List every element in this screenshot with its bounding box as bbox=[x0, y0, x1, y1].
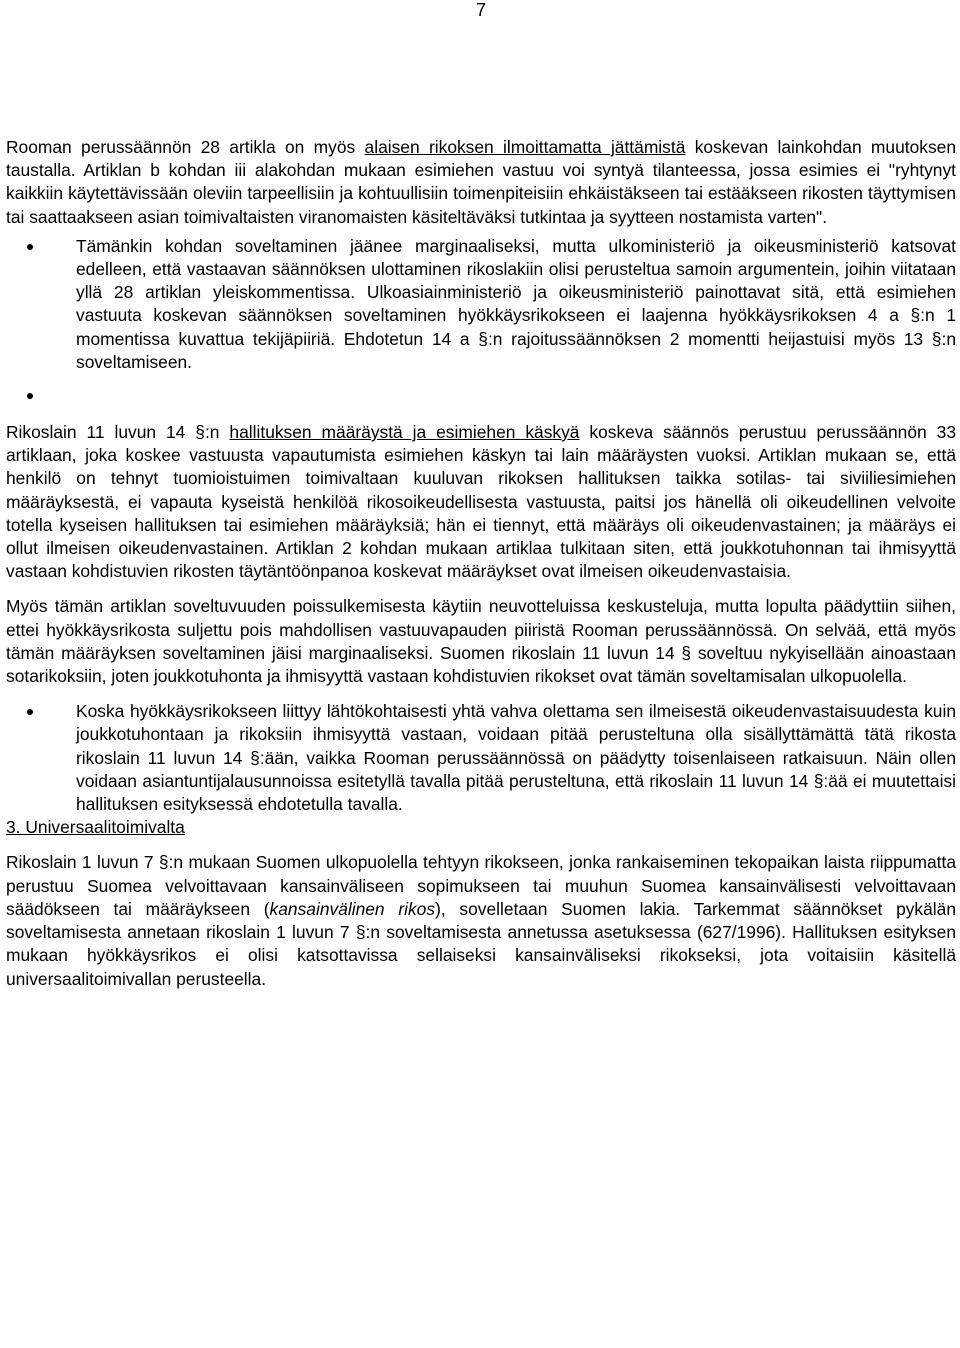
section-heading bbox=[6, 816, 956, 839]
bullet-list bbox=[6, 235, 956, 407]
list-item bbox=[6, 235, 956, 374]
list-item bbox=[6, 700, 956, 816]
bullet-icon bbox=[27, 244, 33, 250]
paragraph-universal-jurisdiction bbox=[6, 851, 956, 990]
paragraph-text: ), sovelletaan Suomen lakia. Tarkemmat säännökset pykälän soveltamisesta annetaan rikoslain 1 luvun 7 §:n soveltamisesta annetussa asetuksessa (627/1996). Hallituksen esityksen mukaan hyökkäysrikos ei olisi katsottavissa sellaiseksi kansainväliseksi rikokseksi, jota voitaisiin käsitellä universaalitoimivallan perusteella. bbox=[6, 898, 957, 989]
bullet-icon bbox=[27, 393, 33, 399]
bullet-list bbox=[6, 700, 956, 816]
paragraph-text: koskevan lainkohdan muutoksen taustalla. Artiklan b kohdan iii alakohdan mukaan esimiehen vastuu voi syntyä tilanteessa, jossa esimies ei "ryhtynyt kaikkiin käytettävissään oleviin tarpeellisiin ja kohtuullisiin toimenpiteisiin ehkäistäkseen tai estääkseen rikosten täyttymisen tai saattaakseen asian toimivaltaisten viranomaisten käsiteltäväksi tutkintaa ja syytteen nostamista varten". bbox=[6, 137, 957, 227]
paragraph-negotiations: Myös tämän artiklan soveltuvuuden poissulkemisesta käytiin neuvotteluissa keskusteluja, mutta lopulta päädyttiin siihen, ettei hyökkäysrikosta suljettu pois mahdollisen vastuuvapauden piiristä Rooman perussäännössä. On selvää, että myös tämän määräyksen soveltaminen jäisi marginaaliseksi. Suomen rikoslain 11 luvun 14 § soveltuu nykyisellään ainoastaan sotarikoksiin, joten joukkotuhonta ja ihmisyyttä vastaan kohdistuvien rikokset ovat tämän soveltamisalan ulkopuolella. bbox=[6, 596, 956, 687]
list-item-text: Koska hyökkäysrikokseen liittyy lähtökohtaisesti yhtä vahva olettama sen ilmeisestä oikeudenvastaisuudesta kuin joukkotuhontaan ja rikoksiin ihmisyyttä vastaan, voidaan pitää perusteltuna olla sisällyttämättä tätä rikosta rikoslain 11 luvun 14 §:ään, vaikka Rooman perussäännössä on päädytty toisenlaiseen ratkaisuun. Näin ollen voidaan asiantuntijalausunnoissa esitetyllä tavalla pitää perusteltuna, että rikoslain 11 luvun 14 §:ää ei muutettaisi hallituksen esityksessä ehdotetulla tavalla. bbox=[76, 701, 956, 815]
paragraph-text: koskeva säännös perustuu perussäännön 33 artiklaan, joka koskee vastuusta vapautumista esimiehen käskyn tai lain määräysten vuoksi. Artiklan mukaan se, että henkilö on tehnyt tuomioistuimen toimivaltaan kuuluvan rikoksen hallituksen taikka sotilas- tai siviiliesimiehen määräyksestä, ei vapauta kyseistä henkilöä rikosoikeudellisesta vastuusta, paitsi jos hänellä oli oikeudellinen velvoite totella kyseisen hallituksen tai esimiehen määräyksiä; hän ei tiennyt, että määräys oli oikeudenvastainen; ja määräys ei ollut ilmeisen oikeudenvastainen. Artiklan 2 kohdan mukaan artiklaa tulkitaan siten, että joukkotuhonnan tai ihmisyyttä vastaan kohdistuvien rikosten täytäntöönpanoa koskevat määräykset ovat ilmeisen oikeudenvastaisia. bbox=[6, 422, 956, 582]
italic-term: kansainvälinen rikos bbox=[269, 898, 436, 919]
page-number: 7 bbox=[475, 0, 486, 20]
underlined-term: alaisen rikoksen ilmoittamatta jättämistä bbox=[364, 137, 686, 157]
document-body bbox=[6, 136, 956, 991]
section-heading-text: 3. Universaalitoimivalta bbox=[6, 817, 185, 838]
paragraph-text: Rooman perussäännön 28 artikla on myös bbox=[6, 137, 365, 157]
paragraph-text: Rikoslain 11 luvun 14 §:n bbox=[6, 422, 230, 443]
paragraph-text: Rikoslain 1 luvun 7 §:n mukaan Suomen ulkopuolella tehtyyn rikokseen, jonka rankaiseminen tekopaikan laista riippumatta perustuu Suomea velvoittavaan kansainväliseen sopimukseen tai muuhun Suomea kansainvälisesti velvoittavaan säädökseen tai määräykseen ( bbox=[6, 852, 956, 919]
paragraph-superior-orders bbox=[6, 421, 956, 583]
underlined-term: hallituksen määräystä ja esimiehen käskyä bbox=[229, 422, 580, 443]
list-item-text: Tämänkin kohdan soveltaminen jäänee marginaaliseksi, mutta ulkoministeriö ja oikeusministeriö katsovat edelleen, että vastaavan säännöksen ulottaminen rikoslakiin olisi perusteltua samoin argumentein, joihin viitataan yllä 28 artiklan yleiskommentissa. Ulkoasiainministeriö ja oikeusministeriö painottavat sitä, että esimiehen vastuuta koskevan säännöksen soveltaminen hyökkäysrikokseen ei laajenna hyökkäysrikoksen 4 a §:n 1 momentissa kuvattua tekijäpiiriä. Ehdotetun 14 a §:n rajoitussäännöksen 2 momentti heijastuisi myös 13 §:n soveltamiseen. bbox=[76, 235, 956, 372]
bullet-icon bbox=[27, 709, 33, 715]
paragraph-rome-statute-28 bbox=[6, 136, 956, 229]
list-item-empty bbox=[6, 384, 956, 407]
